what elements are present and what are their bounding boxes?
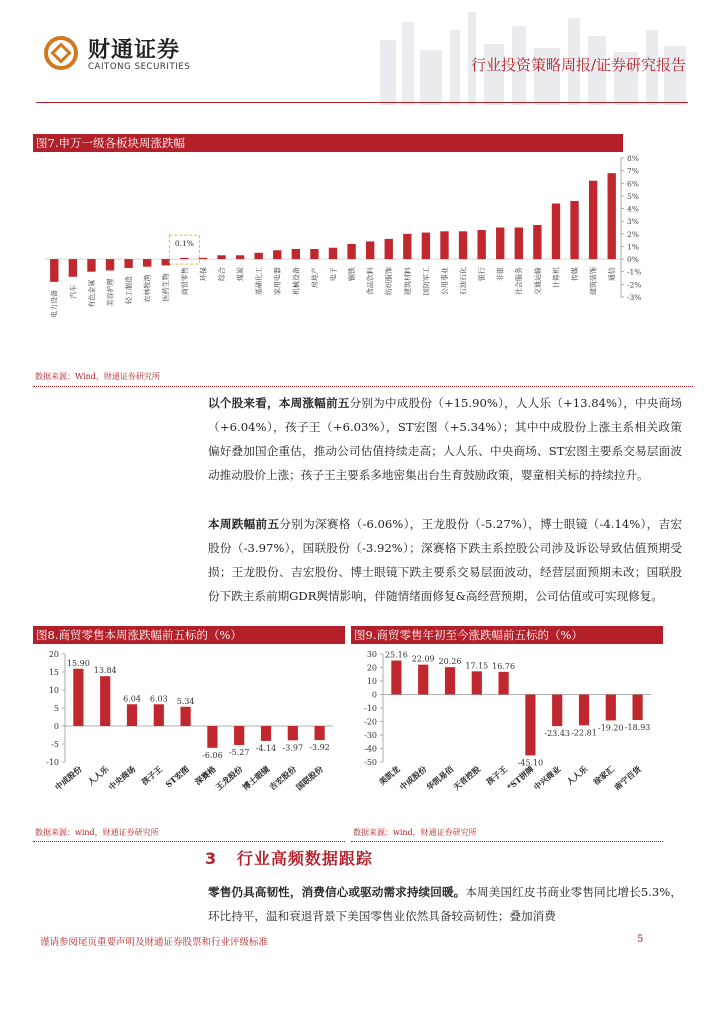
figure8-category-label: 深赛格 <box>192 763 218 787</box>
skyline-building <box>380 40 396 105</box>
figure7-bar <box>608 173 616 259</box>
figure7-bar <box>236 255 244 259</box>
figure8-y-tick-label: 5 <box>53 704 59 713</box>
figure8-source-divider <box>33 841 345 842</box>
figure9-category-label: 孩子王 <box>484 763 509 787</box>
figure8-bar <box>315 726 325 740</box>
figure9-value-label: 17.15 <box>465 661 489 671</box>
figure7-bar <box>366 241 374 259</box>
figure7-bar <box>403 234 411 259</box>
figure8-category-label: 王龙股份 <box>213 763 245 793</box>
figure7-y-tick-label: -1% <box>627 267 642 277</box>
figure8-category-label: 国联股份 <box>293 763 325 793</box>
figure7-category-label: 电子 <box>329 267 338 282</box>
figure7-bar <box>440 231 448 259</box>
figure7-category-label: 石油石化 <box>459 267 468 296</box>
figure8-bar <box>100 676 110 726</box>
paragraph-retail <box>208 880 682 928</box>
figure7-bar <box>385 239 393 259</box>
figure7-bar <box>124 259 132 268</box>
figure8-y-tick-label: -10 <box>46 758 59 767</box>
figure7-bar <box>217 255 225 259</box>
figure7-category-label: 建筑装饰 <box>589 267 598 296</box>
figure7-title: 图7.申万一级各板块周涨跌幅 <box>33 134 623 152</box>
skyline-building <box>450 30 460 105</box>
figure9-category-label: 美凯龙 <box>376 763 402 787</box>
figure7-y-tick-label: 3% <box>627 217 639 227</box>
figure7-category-label: 建筑材料 <box>403 267 412 296</box>
report-type: 行业投资策略周报/证券研究报告 <box>470 56 686 74</box>
figure7-category-label: 非银 <box>496 267 505 282</box>
figure7-category-label: 基础化工 <box>255 267 264 296</box>
figure8-category-label: 博士眼镜 <box>240 763 272 793</box>
figure9-value-label: 16.76 <box>492 661 516 671</box>
figure8-bar <box>73 669 83 726</box>
figure9-value-label: 20.26 <box>438 657 462 667</box>
figure7-category-label: 食品饮料 <box>366 267 375 296</box>
figure8-category-label: 孩子王 <box>139 763 165 787</box>
paragraph-top-losers-body: 分别为深赛格（-6.06%），王龙股份（-5.27%），博士眼镜（-4.14%），吉宏股份（-3.97%），国联股份（-3.92%）；深赛格下跌主系控股公司涉及诉讼导致估值预期受损；王龙股份、吉宏股份、博士眼镜下跌主要系交易层面波动，经营层面预期未改；国联股份下跌主系前期GDR舆情影响，伴随情绪面修复&高经营预期，公司估值或可实现修复。 <box>208 517 682 603</box>
figure9-bar <box>418 665 428 695</box>
figure8-value-label: -3.97 <box>282 743 304 753</box>
brand-name-en: CAITONG SECURITIES <box>88 62 191 72</box>
figure7-category-label: 美容护理 <box>106 278 115 307</box>
figure9-category-label: 人人乐 <box>564 763 590 787</box>
paragraph-retail-body: 本周美国红皮书商业零售同比增长5.3%，环比持平，温和衰退背景下美国零售业依然具备较高韧性；叠加消费 <box>208 885 682 923</box>
figure7-category-label: 家用电器 <box>273 267 282 296</box>
figure8-bar <box>288 726 298 740</box>
figure7-bar <box>106 259 114 270</box>
figure9-bar <box>391 661 401 695</box>
figure7-source-divider <box>33 386 693 387</box>
figure7-category-label: 医药生物 <box>162 273 171 302</box>
figure9-value-label: 25.16 <box>384 650 408 660</box>
figure7-bar <box>180 258 188 259</box>
figure9-value-label: 22.09 <box>411 654 435 664</box>
figure7-highlight-label: 0.1% <box>174 239 194 249</box>
paragraph-top-gainers-body: 分别为中成股份（+15.90%），人人乐（+13.84%），中央商场（+6.04%），孩子王（+6.03%），ST宏图（+5.34%）；其中中成股份上涨主系相关政策偏好叠加国企重估，推动公司估值持续走高；人人乐、中央商场、ST宏图主要系交易层面波动推动股价上涨；孩子王主要系多地密集出台生育鼓励政策，婴童相关标的持续拉升。 <box>208 396 682 482</box>
figure8-category-label: 中央商场 <box>106 763 138 793</box>
figure9-y-tick-label: 30 <box>366 650 377 659</box>
figure8-value-label: -3.92 <box>309 743 330 753</box>
figure7-y-tick-label: 5% <box>627 191 639 201</box>
footer-disclaimer: 谨请参阅尾页重要声明及财通证券股票和行业评级标准 <box>40 937 269 948</box>
figure7-bar <box>199 258 207 259</box>
figure8-value-label: 13.84 <box>93 666 117 676</box>
figure8-value-label: 6.03 <box>149 694 168 704</box>
figure7-bar <box>552 203 560 259</box>
figure8-category-label: 人人乐 <box>85 763 111 787</box>
figure8-category-label: 吉宏股份 <box>267 763 299 793</box>
figure8-value-label: -5.27 <box>228 747 250 757</box>
figure9-y-tick-label: -50 <box>364 758 377 767</box>
figure7-category-label: 钢铁 <box>348 267 357 282</box>
paragraph-top-losers-lead: 本周跌幅前五 <box>208 517 280 531</box>
paragraph-top-losers <box>208 512 682 608</box>
figure9-category-label: *ST拼牌 <box>504 763 536 793</box>
figure7-y-tick-label: -2% <box>627 280 642 290</box>
figure8-y-tick-label: 0 <box>53 722 59 731</box>
figure7-category-label: 传媒 <box>570 267 579 282</box>
figure7-bar <box>329 248 337 259</box>
figure7-y-tick-label: 6% <box>627 179 639 189</box>
figure9-chart <box>351 644 663 820</box>
figure8-value-label: 6.04 <box>123 694 141 704</box>
figure7-y-tick-label: 7% <box>627 166 639 176</box>
figure9-value-label: -19.20 <box>597 723 624 733</box>
figure9-y-tick-label: -10 <box>364 704 377 713</box>
figure7-category-label: 房地产 <box>310 267 319 289</box>
paragraph-top-gainers-lead: 以个股来看，本周涨幅前五 <box>208 396 350 410</box>
figure9-bar <box>606 695 616 721</box>
figure9-value-label: -45.10 <box>517 758 544 768</box>
figure7-bar <box>69 259 77 277</box>
figure7-bar <box>496 228 504 260</box>
figure7-bar <box>143 259 151 267</box>
figure8-y-tick-label: 20 <box>48 650 59 659</box>
figure7-bar <box>477 230 485 259</box>
figure7-category-label: 环保 <box>199 267 208 282</box>
figure7-y-tick-label: -3% <box>627 293 642 302</box>
paragraph-retail-lead: 零售仍具高韧性，消费信心或驱动需求持续回暖。 <box>208 885 466 899</box>
figure8-value-label: 15.90 <box>66 658 90 668</box>
figure7-bar <box>515 228 523 260</box>
figure8-bar <box>234 726 244 745</box>
figure7-category-label: 农林牧渔 <box>143 274 152 303</box>
figure7-y-tick-label: 4% <box>627 204 639 214</box>
figure7-category-label: 银行 <box>478 267 487 282</box>
figure9-source: 数据来源：wind，财通证券研究所 <box>353 828 477 837</box>
figure9-category-label: 南宁百货 <box>611 763 643 793</box>
figure7-category-label: 有色金属 <box>87 279 96 308</box>
figure8-value-label: -6.06 <box>202 750 223 760</box>
figure7-category-label: 社会服务 <box>515 267 524 296</box>
figure7-bar <box>422 233 430 260</box>
figure7-category-label: 机械设备 <box>292 267 301 296</box>
figure9-bar <box>525 695 535 756</box>
figure9-bar <box>633 695 643 721</box>
figure8-title: 图8.商贸零售本周涨跌幅前五标的（%） <box>33 626 345 644</box>
logo-icon <box>44 36 78 70</box>
figure9-bar <box>499 672 509 695</box>
figure9-value-label: -22.81 <box>571 728 597 738</box>
figure7-category-label: 综合 <box>217 267 226 282</box>
figure7-bar <box>310 249 318 259</box>
section-title: 行业高频数据跟踪 <box>236 849 373 868</box>
figure9-y-tick-label: -20 <box>364 717 377 727</box>
figure9-y-tick-label: -30 <box>364 731 377 740</box>
figure9-category-label: 华凯易佰 <box>424 763 456 793</box>
figure7-bar <box>589 181 597 259</box>
figure7-bar <box>87 259 95 272</box>
paragraph-top-gainers <box>208 391 682 487</box>
figure8-value-label: -4.14 <box>255 743 277 753</box>
figure7-bar <box>347 244 355 259</box>
figure9-title: 图9.商贸零售年初至今涨跌幅前五标的（%） <box>351 626 663 644</box>
figure9-category-label: 徐家汇 <box>591 763 617 787</box>
figure9-value-label: -18.93 <box>624 723 651 733</box>
figure9-y-tick-label: -40 <box>364 744 377 754</box>
figure7-bar <box>162 259 170 265</box>
figure9-y-tick-label: 20 <box>366 663 377 673</box>
figure7-category-label: 国防军工 <box>422 267 431 296</box>
figure9-source-divider <box>351 841 663 842</box>
figure7-bar <box>292 249 300 259</box>
figure7-source: 数据来源：Wind，财通证券研究所 <box>35 372 160 381</box>
figure8-chart <box>33 644 345 820</box>
brand-name-cn: 财通证券 <box>88 38 181 63</box>
figure8-category-label: 中成股份 <box>52 763 84 793</box>
figure9-bar <box>552 695 562 727</box>
figure7-bar <box>254 253 262 259</box>
figure7-y-tick-label: 0% <box>627 255 639 265</box>
skyline-building <box>420 50 442 105</box>
figure7-bar <box>570 201 578 259</box>
figure7-y-tick-label: 8% <box>627 154 639 163</box>
figure9-y-tick-label: 0 <box>371 690 377 700</box>
figure8-bar <box>261 726 271 741</box>
figure8-category-label: ST宏图 <box>163 763 191 790</box>
figure8-bar <box>154 704 164 726</box>
figure7-category-label: 公用事业 <box>440 267 449 296</box>
figure7-bar <box>459 231 467 259</box>
figure9-category-label: 中兴商业 <box>531 763 563 793</box>
figure7-chart <box>33 152 673 364</box>
figure8-bar <box>207 726 217 748</box>
figure8-y-tick-label: 10 <box>48 686 59 695</box>
figure8-bar <box>181 707 191 726</box>
figure9-bar <box>445 667 455 694</box>
header-divider <box>36 102 688 103</box>
figure7-category-label: 通信 <box>608 267 617 282</box>
page-number: 5 <box>637 934 644 945</box>
figure7-bar <box>273 250 281 259</box>
section-number: 3 <box>205 849 218 868</box>
figure9-value-label: -23.43 <box>544 729 571 739</box>
figure8-y-tick-label: -5 <box>51 740 59 749</box>
figure9-y-tick-label: 10 <box>366 677 377 686</box>
figure9-bar <box>579 695 589 726</box>
figure8-bar <box>127 704 137 726</box>
figure8-value-label: 5.34 <box>176 696 195 706</box>
figure7-category-label: 纺织服饰 <box>385 267 394 296</box>
figure8-source: 数据来源：wind，财通证券研究所 <box>35 828 159 837</box>
figure7-category-label: 交通运输 <box>533 267 542 296</box>
figure9-bar <box>472 671 482 694</box>
figure7-bar <box>533 225 541 259</box>
section-heading <box>205 846 373 869</box>
figure7-category-label: 计算机 <box>552 267 561 289</box>
figure7-bar <box>50 259 58 282</box>
figure8-y-tick-label: 15 <box>48 668 59 677</box>
figure9-category-label: 中成股份 <box>397 763 429 793</box>
figure7-category-label: 煤炭 <box>236 267 245 282</box>
figure7-y-tick-label: 1% <box>627 242 639 252</box>
figure7-y-tick-label: 2% <box>627 229 639 239</box>
figure7-category-label: 汽车 <box>69 284 78 299</box>
skyline-building <box>402 22 414 105</box>
figure7-category-label: 轻工制造 <box>125 275 134 304</box>
figure7-category-label: 电力设备 <box>50 289 59 318</box>
figure9-category-label: 天音控股 <box>451 763 483 793</box>
figure7-category-label: 商贸零售 <box>180 267 189 296</box>
